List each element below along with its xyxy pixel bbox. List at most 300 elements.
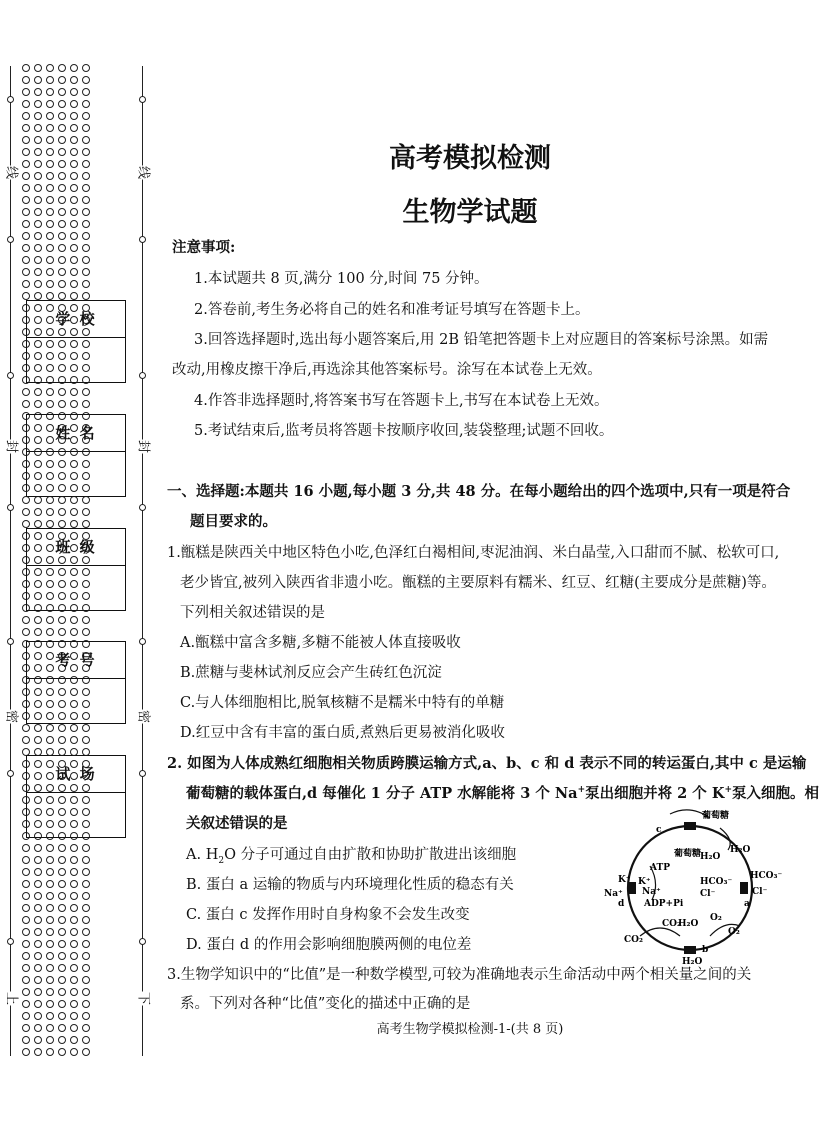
exam-room-label: 试 场 [27,756,125,793]
binding-dot [70,172,78,180]
binding-dot [22,388,30,396]
binding-dot [58,124,66,132]
binding-dot [22,292,30,300]
binding-dot [22,856,30,864]
binding-dot [34,1012,42,1020]
binding-dot [58,892,66,900]
school-field[interactable] [27,338,125,382]
binding-dot [22,1012,30,1020]
q3-stem: 3.生物学知识中的“比值”是一种数学模型,可较为准确地表示生命活动中两个相关量之间的关 [167,967,752,983]
binding-dot [82,856,90,864]
binding-dot [82,916,90,924]
binding-dot [82,232,90,240]
binding-dot [34,292,42,300]
binding-dot [22,520,30,528]
binding-dot [58,1012,66,1020]
binding-dot [34,868,42,876]
binding-dot [46,76,54,84]
binding-dot [22,496,30,504]
binding-dot [82,256,90,264]
binding-dot [58,292,66,300]
binding-dot [34,136,42,144]
binding-dot [34,220,42,228]
binding-dot [46,160,54,168]
binding-dot [82,208,90,216]
fig-label: HCO₃⁻ [700,877,733,887]
binding-dot [70,76,78,84]
exam-room-field[interactable] [27,793,125,837]
q1-option-c[interactable]: C.与人体细胞相比,脱氧核糖不是糯米中特有的单糖 [180,695,505,711]
q2-stem: 葡萄糖的载体蛋白,d 每催化 1 分子 ATP 水解能将 3 个 Na+泵出细胞并将 2 个 K+泵入细胞。相 [186,785,819,802]
binding-dot [70,208,78,216]
fig-label: CO₂ [624,935,643,945]
section-heading: 一、选择题:本题共 16 小题,每小题 3 分,共 48 分。在每小题给出的四个选项中,只有一项是符合 [167,483,791,500]
fig-label: c [656,825,662,835]
binding-dot [22,508,30,516]
binding-dot [46,616,54,624]
binding-dot [82,64,90,72]
binding-dot [46,112,54,120]
binding-dot [34,148,42,156]
exam-number-box [26,641,126,724]
binding-dot [58,172,66,180]
binding-dot [46,388,54,396]
q1-stem: 老少皆宜,被列入陕西省非遗小吃。甑糕的主要原料有糯米、红豆、红糖(主要成分是蔗糖)等。 [180,575,776,591]
binding-dot [82,160,90,168]
binding-dot [22,916,30,924]
name-field[interactable] [27,452,125,496]
binding-dot [34,952,42,960]
binding-dot [46,952,54,960]
binding-dot [22,220,30,228]
binding-dot [82,928,90,936]
binding-dot [22,280,30,288]
binding-dot [22,964,30,972]
binding-dot [34,280,42,288]
binding-dot [70,964,78,972]
binding-dot [70,232,78,240]
binding-dot [34,496,42,504]
binding-dot [58,280,66,288]
binding-dot [46,736,54,744]
binding-dot [58,952,66,960]
binding-dot [70,904,78,912]
circle-marker [7,372,14,379]
binding-dot [34,892,42,900]
binding-dot [22,196,30,204]
protein-a [740,882,748,894]
binding-dot [22,400,30,408]
binding-dot [58,388,66,396]
binding-dot [58,1048,66,1056]
exam-number-field[interactable] [27,679,125,723]
binding-dot [34,856,42,864]
binding-dot [46,88,54,96]
binding-dot [70,124,78,132]
binding-dot [46,1012,54,1020]
binding-dot [46,1036,54,1044]
q1-option-d[interactable]: D.红豆中含有丰富的蛋白质,煮熟后更易被消化吸收 [180,725,505,741]
page-title: 高考模拟检测 [389,143,551,174]
binding-dot [22,88,30,96]
binding-dot [22,148,30,156]
margin-label-feng-right: 封 [135,439,151,453]
binding-dot [82,520,90,528]
binding-dot [34,208,42,216]
binding-dot [22,112,30,120]
binding-dot [46,400,54,408]
binding-dot [34,616,42,624]
class-label: 班 级 [27,529,125,566]
q2-option-d[interactable]: D. 蛋白 d 的作用会影响细胞膜两侧的电位差 [186,937,472,953]
binding-dot [58,184,66,192]
binding-dot [34,964,42,972]
binding-dot [34,268,42,276]
binding-dot [22,76,30,84]
binding-dot [82,220,90,228]
margin-label-xian-left: 线 [3,165,19,179]
binding-dot [70,988,78,996]
binding-dot [70,892,78,900]
binding-dot [82,868,90,876]
q1-stem: 1.甑糕是陕西关中地区特色小吃,色泽红白褐相间,枣泥油润、米白晶莹,入口甜而不腻、松软可口, [167,545,780,561]
binding-dot [70,268,78,276]
binding-dot [58,208,66,216]
circle-marker [139,638,146,645]
q2-option-b[interactable]: B. 蛋白 a 运输的物质与内环境理化性质的稳态有关 [186,877,514,893]
binding-dot [70,196,78,204]
binding-dot [22,892,30,900]
q2-option-c[interactable]: C. 蛋白 c 发挥作用时自身构象不会发生改变 [186,907,470,923]
fig-label: CO₂ [662,919,681,929]
binding-dot [22,616,30,624]
binding-dot [22,64,30,72]
circle-marker [7,770,14,777]
binding-dot [34,112,42,120]
binding-dot [82,400,90,408]
arrow-co2-left [640,928,680,936]
binding-dot [82,964,90,972]
binding-dot [58,736,66,744]
binding-dot [70,976,78,984]
fig-label: K⁺ [638,877,651,887]
binding-dot [22,160,30,168]
binding-dot [82,508,90,516]
fig-label: K⁺ [618,875,631,885]
binding-dot [46,916,54,924]
binding-dot [58,916,66,924]
binding-dot [82,496,90,504]
binding-dot [46,724,54,732]
notice-item: 1.本试题共 8 页,满分 100 分,时间 75 分钟。 [194,271,489,287]
binding-dot [34,100,42,108]
binding-dot [58,136,66,144]
binding-dot [22,880,30,888]
binding-dot [46,184,54,192]
binding-dot [22,988,30,996]
binding-dot [58,1024,66,1032]
circle-marker [139,96,146,103]
binding-dot [82,976,90,984]
q1-option-b[interactable]: B.蔗糖与斐林试剂反应会产生砖红色沉淀 [180,665,442,681]
binding-dot [46,988,54,996]
name-box [26,414,126,497]
binding-dot [58,220,66,228]
binding-dot [22,724,30,732]
binding-dot [46,496,54,504]
protein-c [684,822,696,830]
circle-marker [7,938,14,945]
binding-dot [58,148,66,156]
binding-dot [82,1000,90,1008]
binding-dot [82,1024,90,1032]
binding-dot [70,628,78,636]
fig-label: Na⁺ [642,887,661,897]
school-label: 学 校 [27,301,125,338]
binding-dot [34,160,42,168]
binding-dot [82,172,90,180]
binding-dot [34,76,42,84]
binding-dot [70,952,78,960]
seal-line-right [142,66,143,1056]
binding-dot [46,148,54,156]
binding-dot [70,736,78,744]
binding-dot [46,64,54,72]
binding-dot [70,112,78,120]
binding-dot [22,124,30,132]
binding-dot [58,880,66,888]
binding-dot [82,1048,90,1056]
circle-marker [139,770,146,777]
binding-dot [70,880,78,888]
binding-dot [22,208,30,216]
binding-dot [58,616,66,624]
fig-label: H₂O [678,919,699,929]
binding-dot [34,916,42,924]
circle-marker [139,504,146,511]
binding-dot [46,520,54,528]
binding-dot [58,976,66,984]
fig-label: 葡萄糖 [702,811,730,821]
binding-dot [34,628,42,636]
fig-label: d [618,899,625,909]
binding-dot [34,400,42,408]
binding-dot [22,268,30,276]
binding-dot [22,244,30,252]
binding-dot [22,844,30,852]
fig-label: HCO₃⁻ [750,871,783,881]
binding-dot [22,1036,30,1044]
circle-marker [7,96,14,103]
q2-stem: 2. 如图为人体成熟红细胞相关物质跨膜运输方式,a、b、c 和 d 表示不同的转运蛋白,其中 c 是运输 [167,755,807,772]
binding-dot [46,940,54,948]
fig-label: ADP+Pi [644,899,684,909]
binding-dot [82,292,90,300]
binding-dot [70,244,78,252]
binding-dot [46,280,54,288]
binding-dot [46,124,54,132]
binding-dot [22,952,30,960]
exam-room-box [26,755,126,838]
binding-dot [34,940,42,948]
page-footer: 高考生物学模拟检测-1-(共 8 页) [376,1022,564,1037]
binding-dot [34,244,42,252]
binding-dot [82,76,90,84]
protein-b [684,946,696,954]
binding-dot [82,112,90,120]
binding-dot [46,244,54,252]
binding-dot [22,184,30,192]
binding-dot [70,160,78,168]
binding-dot [82,136,90,144]
binding-dot [58,940,66,948]
binding-dot [46,256,54,264]
q2-stem: 关叙述错误的是 [186,815,288,832]
binding-dot [58,724,66,732]
binding-dot [82,892,90,900]
binding-dot [82,952,90,960]
binding-dot [46,220,54,228]
binding-dot [82,940,90,948]
binding-dot [70,520,78,528]
binding-dot [58,400,66,408]
binding-dot [70,1012,78,1020]
binding-dot [34,232,42,240]
binding-dot [82,736,90,744]
binding-dot [82,124,90,132]
binding-dot [58,160,66,168]
binding-dot [46,628,54,636]
binding-dot [46,208,54,216]
binding-dot [34,1048,42,1056]
binding-dot [46,292,54,300]
binding-dot [58,868,66,876]
binding-dot [58,1036,66,1044]
class-box [26,528,126,611]
binding-dot [70,940,78,948]
binding-dot [58,520,66,528]
binding-dot [82,1036,90,1044]
arrow-h2o [720,828,730,850]
binding-dot [70,868,78,876]
binding-dot [34,508,42,516]
fig-label: Cl⁻ [752,887,768,897]
circle-marker [7,504,14,511]
class-field[interactable] [27,566,125,610]
notice-heading: 注意事项: [172,239,236,256]
fig-label: H₂O [700,852,721,862]
binding-dot [70,928,78,936]
binding-dot [34,904,42,912]
binding-dot [58,1000,66,1008]
binding-dot [82,388,90,396]
binding-dot [58,496,66,504]
binding-dot [58,268,66,276]
section-heading-cont: 题目要求的。 [190,513,277,530]
binding-dot [22,868,30,876]
notice-item: 改动,用橡皮擦干净后,再选涂其他答案标号。涂写在本试卷上无效。 [172,362,602,378]
name-label: 姓 名 [27,415,125,452]
binding-dot [22,232,30,240]
binding-dot [46,100,54,108]
binding-dot [34,880,42,888]
binding-dot [46,136,54,144]
binding-dot [34,736,42,744]
binding-dot [22,928,30,936]
q2-option-a[interactable]: A. $H_2O$ 分子可通过自由扩散和协助扩散进出该细胞 [186,847,517,866]
binding-dot [70,100,78,108]
binding-dot [46,976,54,984]
fig-label: b [702,945,709,955]
binding-dot [82,1012,90,1020]
binding-dot [82,904,90,912]
binding-dot [22,628,30,636]
binding-dot [82,280,90,288]
binding-dot [70,64,78,72]
binding-dot [82,880,90,888]
binding-dot [46,868,54,876]
binding-dot [34,1024,42,1032]
binding-dot [58,904,66,912]
binding-dot [70,256,78,264]
binding-dot [70,400,78,408]
binding-dot [58,100,66,108]
fig-label: Cl⁻ [700,889,716,899]
binding-dot [70,508,78,516]
binding-dot [46,1048,54,1056]
fig-label: 葡萄糖 [674,849,702,859]
binding-dot [58,928,66,936]
binding-dot [70,388,78,396]
binding-dot [46,964,54,972]
binding-dot [34,844,42,852]
binding-dot [58,988,66,996]
binding-dot [34,172,42,180]
binding-dot [58,964,66,972]
binding-dot [34,184,42,192]
fig-label: a [744,899,750,909]
binding-dot [46,1000,54,1008]
binding-dot [70,220,78,228]
binding-dot [22,940,30,948]
q1-stem: 下列相关叙述错误的是 [180,605,325,621]
binding-dot [46,892,54,900]
binding-dot [46,172,54,180]
binding-dot [34,520,42,528]
binding-dot [34,196,42,204]
fig-label: O₂ [728,927,740,937]
fig-label: H₂O [730,845,751,855]
q1-option-a[interactable]: A.甑糕中富含多糖,多糖不能被人体直接吸收 [180,635,461,651]
exam-number-label: 考 号 [27,642,125,679]
binding-dot [46,904,54,912]
binding-dot [82,268,90,276]
binding-dot [82,148,90,156]
binding-dot [82,844,90,852]
binding-dot [46,232,54,240]
fig-label: Na⁺ [604,889,623,899]
fig-label: H₂O [682,957,703,967]
margin-label-feng-left: 封 [3,439,19,453]
binding-dot [34,988,42,996]
binding-dot [82,628,90,636]
binding-dot [70,136,78,144]
binding-dot [70,88,78,96]
binding-dot [82,724,90,732]
binding-dot [34,1036,42,1044]
binding-dot [70,184,78,192]
binding-dot [46,856,54,864]
